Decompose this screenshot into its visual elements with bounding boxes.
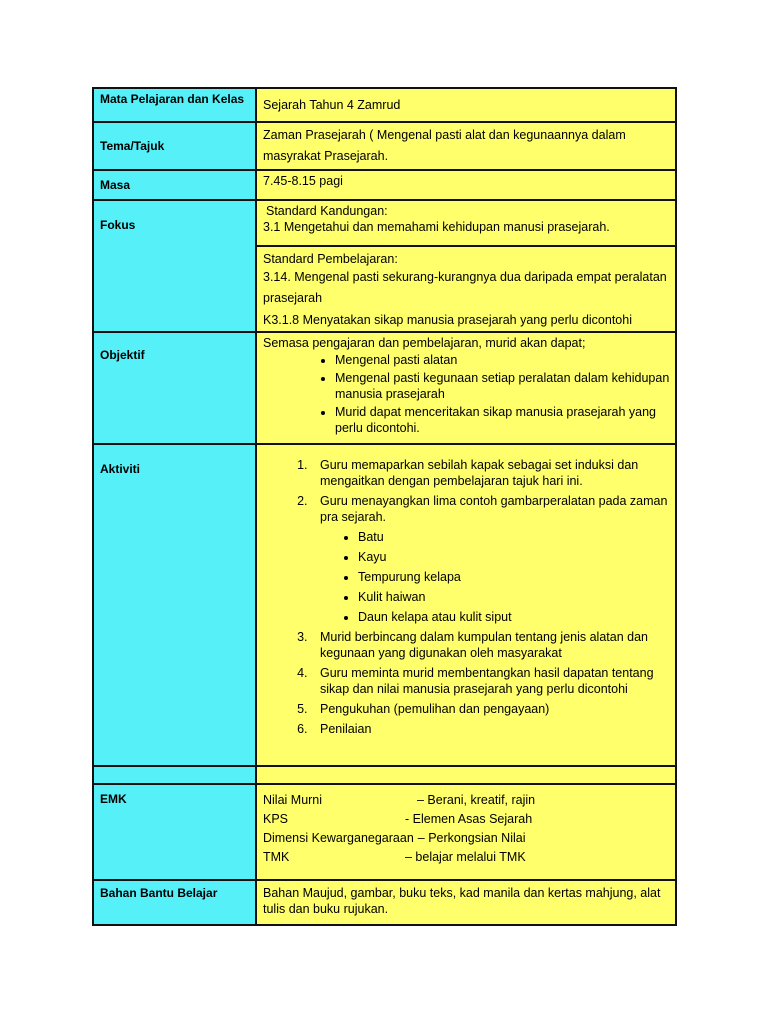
table-row bbox=[93, 200, 676, 246]
list-item: • Kulit haiwan bbox=[358, 589, 670, 605]
list-item bbox=[311, 493, 670, 625]
content-standard-title: Standard Kandungan: bbox=[266, 204, 388, 218]
table-row bbox=[93, 122, 676, 170]
theme-label bbox=[93, 122, 256, 170]
empty-value bbox=[256, 766, 676, 784]
subject-value bbox=[256, 88, 676, 122]
materials-cell bbox=[256, 880, 676, 925]
time-value bbox=[256, 170, 676, 200]
objective-intro: Semasa pengajaran dan pembelajaran, murid akan dapat; bbox=[263, 336, 586, 350]
materials-label-text: Bahan Bantu Belajar bbox=[100, 886, 218, 900]
table-row bbox=[93, 444, 676, 766]
emk-cell bbox=[256, 784, 676, 880]
learning-standard-text: 3.14. Mengenal pasti sekurang-kurangnya dua daripada empat peralatan prasejarah bbox=[263, 270, 667, 305]
emk-value: – Perkongsian Nilai bbox=[417, 831, 526, 845]
objective-label-text: Objektif bbox=[100, 348, 145, 362]
list-item: • Mengenal pasti kegunaan setiap peralatan dalam kehidupan manusia prasejarah bbox=[335, 370, 670, 402]
list-item: • Tempurung kelapa bbox=[358, 569, 670, 585]
list-item: • Murid dapat menceritakan sikap manusia prasejarah yang perlu dicontohi. bbox=[335, 404, 670, 436]
focus-label bbox=[93, 200, 256, 332]
emk-line bbox=[263, 829, 670, 848]
time-text: 7.45-8.15 pagi bbox=[263, 174, 343, 188]
subject-text: Sejarah Tahun 4 Zamrud bbox=[263, 98, 401, 112]
content-standard-text: 3.1 Mengetahui dan memahami kehidupan manusi prasejarah. bbox=[263, 220, 610, 234]
list-item: 5. Pengukuhan (pemulihan dan pengayaan) bbox=[311, 701, 670, 717]
content-standard-cell bbox=[256, 200, 676, 246]
objective-cell bbox=[256, 332, 676, 444]
emk-value: - Elemen Asas Sejarah bbox=[405, 812, 533, 826]
table-row bbox=[93, 332, 676, 444]
theme-value bbox=[256, 122, 676, 170]
table-row bbox=[93, 766, 676, 784]
emk-label bbox=[93, 784, 256, 880]
focus-label-text: Fokus bbox=[100, 218, 136, 232]
lesson-plan-table bbox=[92, 87, 677, 926]
list-item: • Kayu bbox=[358, 549, 670, 565]
list-item: • Daun kelapa atau kulit siput bbox=[358, 609, 670, 625]
list-item: • Mengenal pasti alatan bbox=[335, 352, 670, 368]
activity-label-text: Aktiviti bbox=[100, 462, 141, 476]
subject-label: Mata Pelajaran dan Kelas bbox=[93, 88, 256, 122]
list-item: 4. Guru meminta murid membentangkan hasil dapatan tentang sikap dan nilai manusia prasejarah yang perlu dicontohi bbox=[311, 665, 670, 697]
activity-label bbox=[93, 444, 256, 766]
activity-list bbox=[263, 457, 670, 737]
empty-label bbox=[93, 766, 256, 784]
table-row bbox=[93, 784, 676, 880]
emk-label-text: EMK bbox=[100, 792, 127, 806]
theme-label-text: Tema/Tajuk bbox=[100, 139, 165, 153]
objective-list bbox=[263, 352, 670, 436]
table-row bbox=[93, 88, 676, 122]
list-item: 3. Murid berbincang dalam kumpulan tentang jenis alatan dan kegunaan yang digunakan oleh masyarakat bbox=[311, 629, 670, 661]
list-item: • Batu bbox=[358, 529, 670, 545]
materials-label bbox=[93, 880, 256, 925]
emk-value: – belajar melalui TMK bbox=[405, 850, 526, 864]
emk-key: Nilai Murni bbox=[263, 793, 323, 807]
table-row bbox=[93, 880, 676, 925]
list-item: 1. Guru memaparkan sebilah kapak sebagai set induksi dan mengaitkan dengan pembelajaran tajuk hari ini. bbox=[311, 457, 670, 489]
theme-text: Zaman Prasejarah ( Mengenal pasti alat dan kegunaannya dalam masyrakat Prasejarah. bbox=[263, 128, 626, 163]
time-label bbox=[93, 170, 256, 200]
emk-value: – Berani, kreatif, rajin bbox=[417, 793, 536, 807]
learning-standard-title: Standard Pembelajaran: bbox=[263, 252, 398, 266]
activity-cell bbox=[256, 444, 676, 766]
emk-key: KPS bbox=[263, 812, 289, 826]
objective-label bbox=[93, 332, 256, 444]
tools-list bbox=[320, 529, 670, 625]
learning-standard-cell bbox=[256, 246, 676, 332]
emk-line bbox=[263, 791, 670, 810]
k-standard-text: K3.1.8 Menyatakan sikap manusia prasejarah yang perlu dicontohi bbox=[263, 313, 632, 327]
materials-text: Bahan Maujud, gambar, buku teks, kad manila dan kertas mahjung, alat tulis dan buku rujukan. bbox=[263, 886, 661, 916]
emk-line bbox=[263, 810, 670, 829]
emk-line bbox=[263, 848, 670, 867]
time-label-text: Masa bbox=[100, 178, 131, 192]
list-item: 6. Penilaian bbox=[311, 721, 670, 737]
emk-key: TMK bbox=[263, 850, 290, 864]
table-row bbox=[93, 170, 676, 200]
activity-item-text: Guru menayangkan lima contoh gambarperalatan pada zaman pra sejarah. bbox=[320, 494, 668, 524]
emk-key: Dimensi Kewarganegaraan bbox=[263, 831, 414, 845]
